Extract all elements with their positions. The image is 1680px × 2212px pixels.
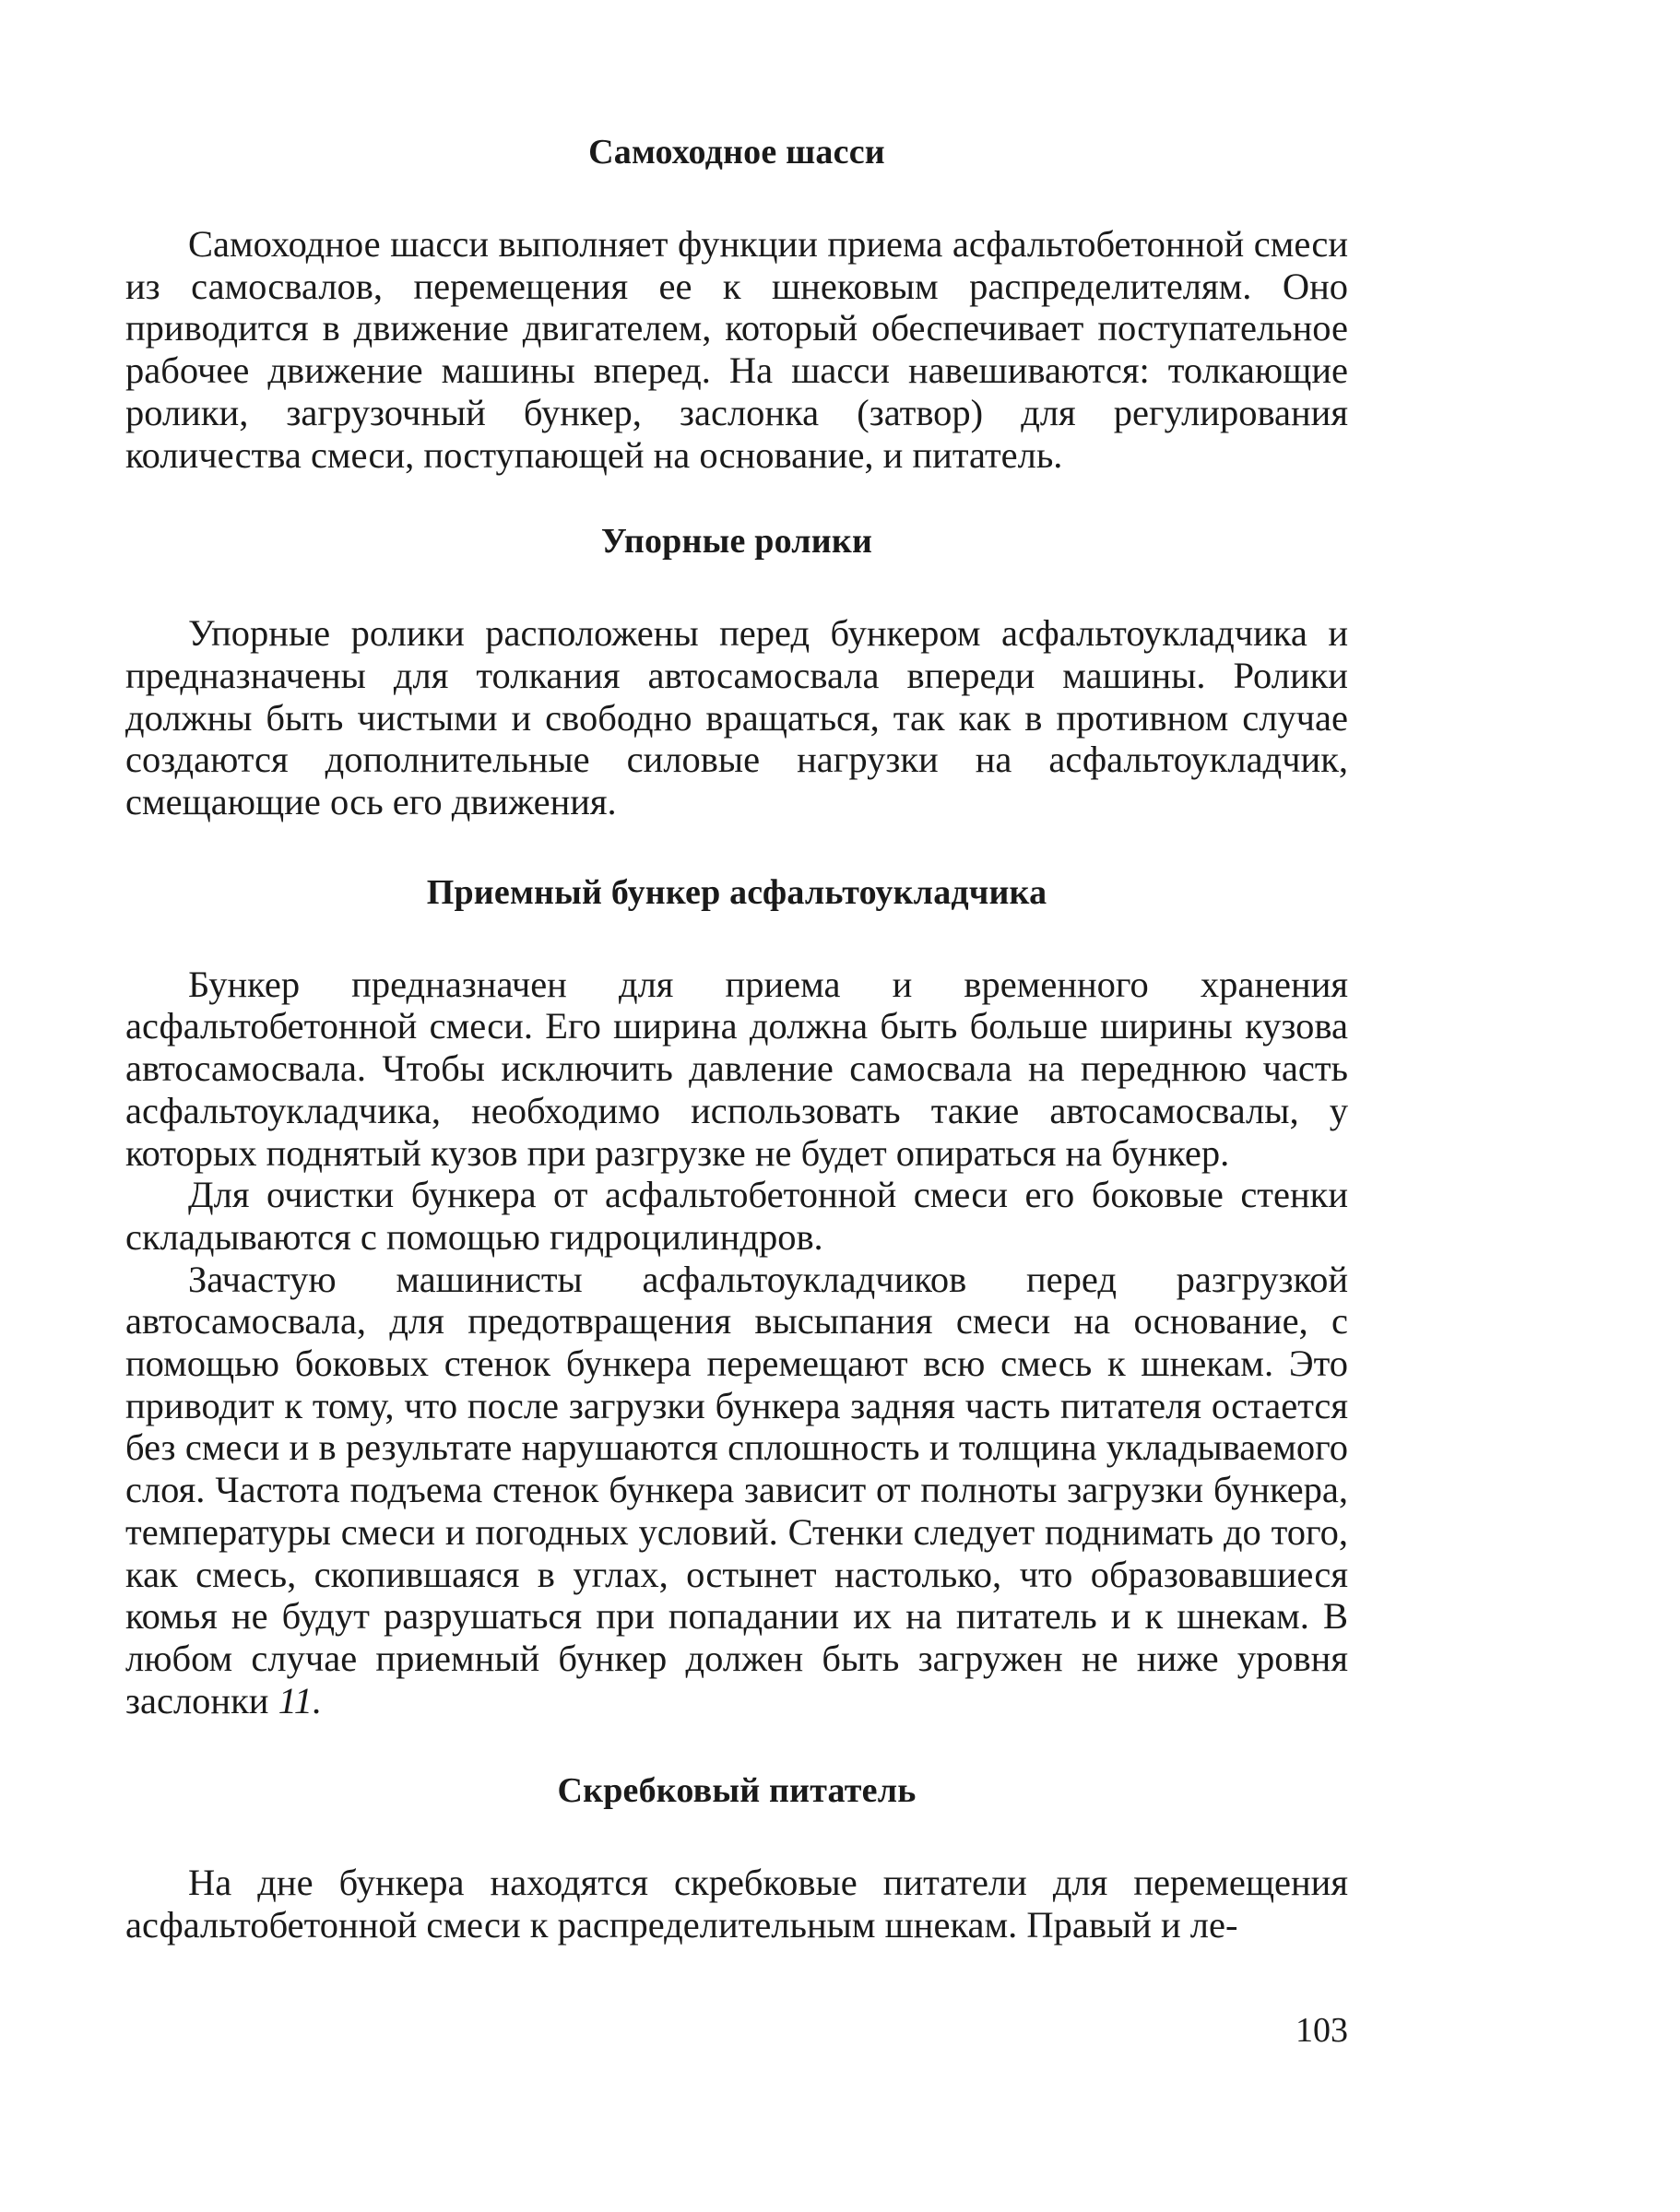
paragraph-chassis: Самоходное шасси выполняет функции приема асфальтобетонной смеси из самосвалов, перемещения ее к шнековым распределителям. Оно приводится в движение двигателем, который обеспечивает поступательное рабочее движение машины вперед. На шасси навешиваются: толкающие ролики, загрузочный бункер, заслонка (затвор) для регулирования количества смеси, поступающей на основание, и питатель. <box>125 223 1348 476</box>
section-heading-push-rollers: Упорные ролики <box>600 522 873 562</box>
section-heading-receiving-hopper: Приемный бункер асфальтоукладчика <box>426 872 1047 912</box>
figure-reference: 11. <box>278 1679 323 1721</box>
paragraph-hopper-operation-text: Зачастую машинисты асфальтоукладчиков перед разгрузкой автосамосвала, для предотвращения высыпания смеси на основание, с помощью боковых стенок бункера перемещают всю смесь к шнекам. Это приводит к тому, что после загрузки бункера задняя часть питателя остается без смеси и в результате нарушаются сплошность и толщина укладываемого слоя. Частота подъема стенок бункера зависит от полноты загрузки бункера, температуры смеси и погодных условий. Стенки следует поднимать до того, как смесь, скопившаяся в углах, остынет настолько, что образовавшиеся комья не будут разрушаться при попадании их на питатель и к шнекам. В любом случае приемный бункер должен быть загружен не ниже уровня заслонки <box>125 1258 1348 1721</box>
section-heading-self-propelled-chassis: Самоходное шасси <box>588 133 885 172</box>
paragraph-push-rollers: Упорные ролики расположены перед бункером асфальтоукладчика и предназначены для толкания автосамосвала впереди машины. Ролики должны быть чистыми и свободно вращаться, так как в противном случае создаются дополнительные силовые нагрузки на асфальтоукладчик, смещающие ось его движения. <box>125 612 1348 823</box>
section-heading-scraper-feeder: Скребковый питатель <box>557 1771 917 1811</box>
paragraph-hopper-purpose: Бункер предназначен для приема и временного хранения асфальтобетонной смеси. Его ширина должна быть больше ширины кузова автосамосвала. Чтобы исключить давление самосвала на переднюю часть асфальтоукладчика, необходимо использовать такие автосамосвалы, у которых поднятый кузов при разгрузке не будет опираться на бункер. <box>125 963 1348 1174</box>
paragraph-scraper-feeder: На дне бункера находятся скребковые питатели для перемещения асфальтобетонной смеси к распределительным шнекам. Правый и ле- <box>125 1862 1348 1946</box>
text-column <box>125 131 1348 1946</box>
paragraph-hopper-operation <box>125 1259 1348 1722</box>
page-number: 103 <box>1295 2011 1348 2050</box>
paragraph-hopper-cleaning: Для очистки бункера от асфальтобетонной смеси его боковые стенки складываются с помощью гидроцилиндров. <box>125 1174 1348 1258</box>
